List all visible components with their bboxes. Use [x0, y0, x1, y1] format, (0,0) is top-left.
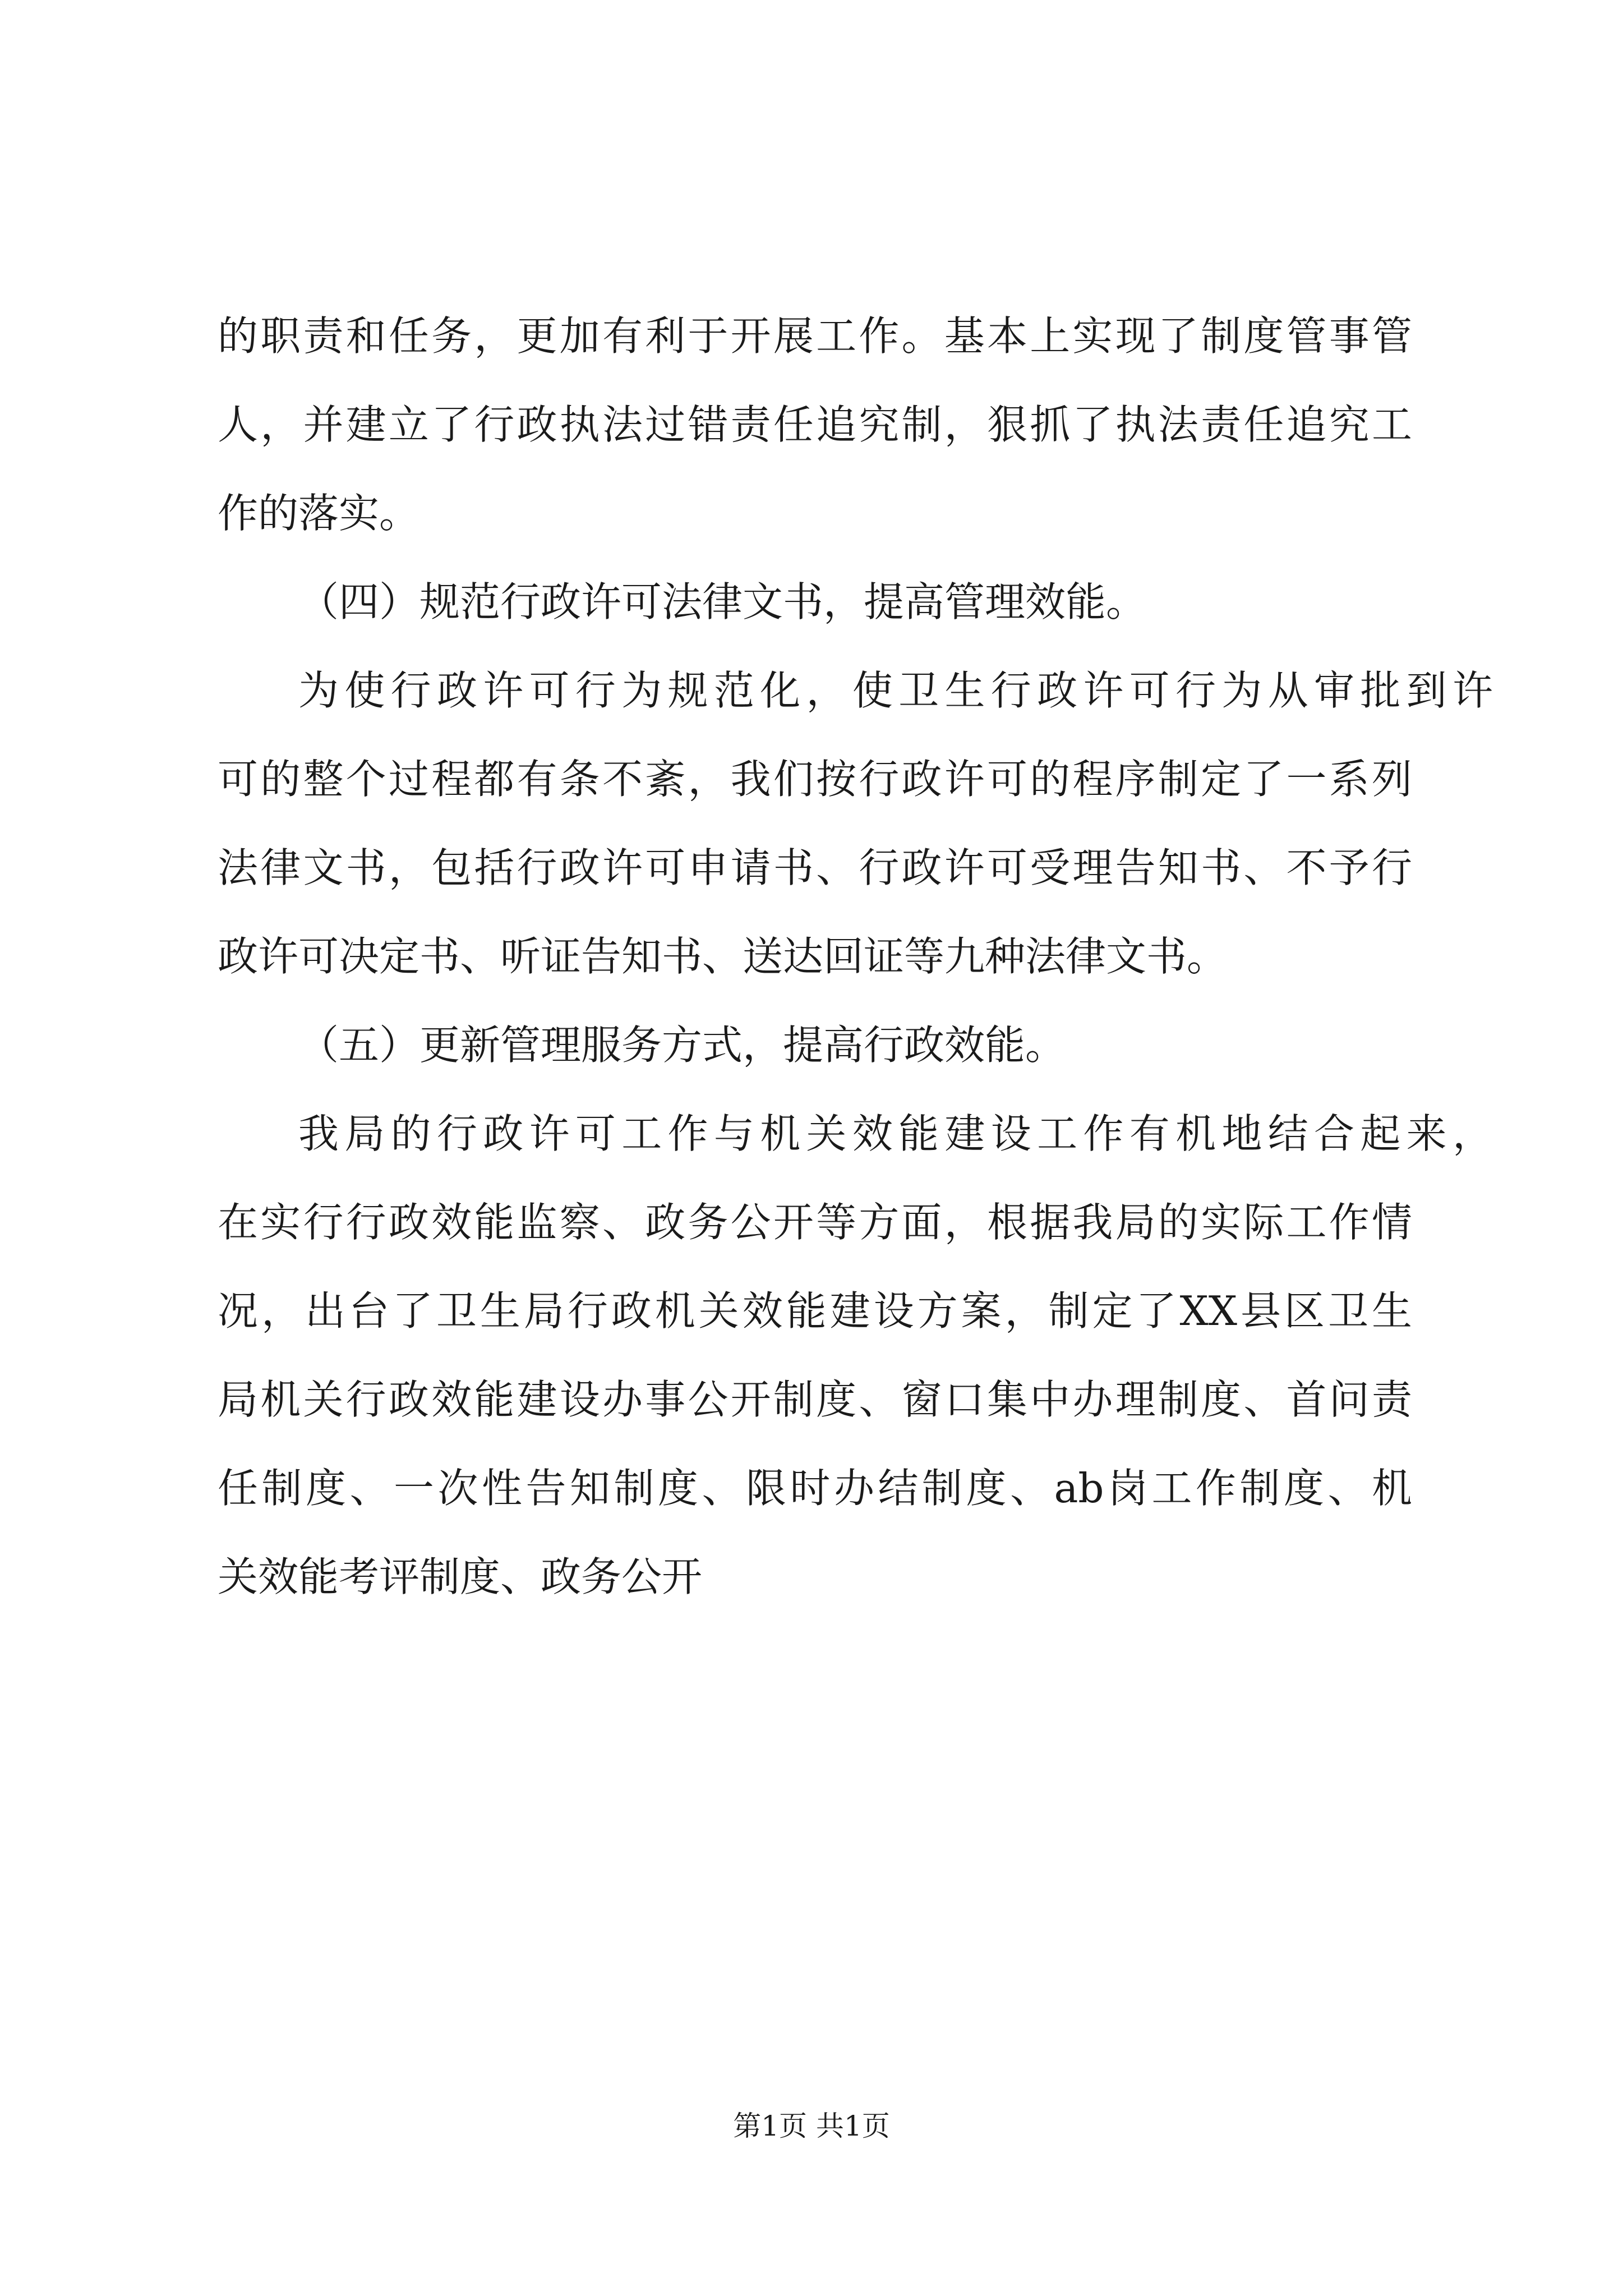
document-body — [218, 292, 1493, 1621]
section-heading: （五）更新管理服务方式，提高行政效能。 — [298, 1022, 1066, 1069]
text-line: 的职责和任务，更加有利于开展工作。基本上实现了制度管事管 — [218, 312, 1412, 360]
page-number-footer: 第1页 共1页 — [733, 2110, 890, 2142]
text-line: 作的落实。 — [218, 490, 420, 537]
text-line: 局机关行政效能建设办事公开制度、窗口集中办理制度、首问责 — [218, 1376, 1412, 1423]
text-line: 为使行政许可行为规范化，使卫生行政许可行为从审批到许 — [298, 667, 1493, 714]
text-line: 关效能考评制度、政务公开 — [218, 1553, 703, 1600]
text-line: 法律文书，包括行政许可申请书、行政许可受理告知书、不予行 — [218, 844, 1412, 891]
section-heading: （四）规范行政许可法律文书，提高管理效能。 — [298, 578, 1147, 625]
text-line: 政许可决定书、听证告知书、送达回证等九种法律文书。 — [218, 933, 1228, 980]
text-line: 人，并建立了行政执法过错责任追究制，狠抓了执法责任追究工 — [218, 401, 1412, 448]
text-line: 可的整个过程都有条不紊，我们按行政许可的程序制定了一系列 — [218, 756, 1412, 803]
text-line: 况，出台了卫生局行政机关效能建设方案，制定了XX县区卫生 — [218, 1287, 1412, 1335]
text-line: 任制度、一次性告知制度、限时办结制度、ab岗工作制度、机 — [218, 1465, 1412, 1512]
text-line: 在实行行政效能监察、政务公开等方面，根据我局的实际工作情 — [218, 1199, 1412, 1246]
text-line: 我局的行政许可工作与机关效能建设工作有机地结合起来， — [298, 1110, 1493, 1157]
